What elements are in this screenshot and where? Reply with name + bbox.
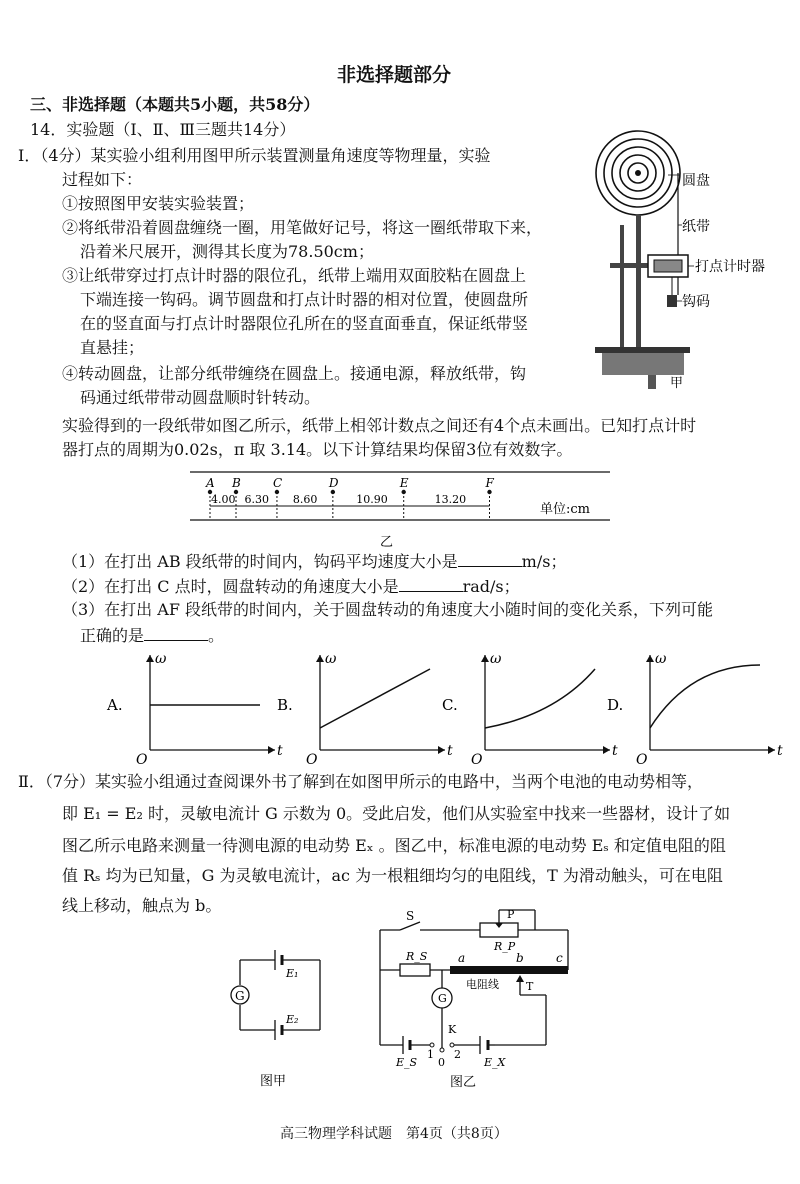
axis-origin: O: [471, 752, 483, 765]
subq-3b-text: 正确的是: [80, 626, 145, 645]
subq-1-unit: m/s；: [521, 552, 567, 571]
circuit-b-b: b: [516, 951, 524, 965]
label-timer: 打点计时器: [695, 259, 765, 275]
subq-2: [62, 575, 520, 597]
subq-1-text: （1）在打出 AB 段纸带的时间内，钩码平均速度大小是: [62, 552, 458, 571]
circuit-b-c: c: [556, 951, 563, 965]
graph-option-label: C.: [442, 696, 458, 714]
circuit-b-n2: 2: [454, 1048, 461, 1061]
part1-intro-line1: Ⅰ．（4分）某实验小组利用图甲所示装置测量角速度等物理量，实验: [18, 146, 491, 165]
circuit-b: [370, 900, 590, 1095]
axis-label-t: t: [277, 743, 283, 759]
circuit-b-n0: 0: [438, 1056, 445, 1069]
step-3d: 直悬挂；: [80, 338, 145, 357]
circuit-b-n1: 1: [427, 1048, 434, 1061]
step-4a: ④转动圆盘，让部分纸带缠绕在圆盘上。接通电源，释放纸带，钩: [62, 364, 527, 383]
part2-line2: 即 E₁ = E₂ 时，灵敏电流计 G 示数为 0。受此启发，他们从实验室中找来一些器材，设计了如: [62, 804, 731, 823]
result-line1: 实验得到的一段纸带如图乙所示，纸带上相邻计数点之间还有4个点未画出。已知打点计时: [62, 416, 697, 435]
axis-label-t: t: [447, 743, 453, 759]
answer-blank-2[interactable]: [399, 575, 463, 592]
tape-figure: [180, 470, 620, 550]
axis-label-omega: ω: [155, 651, 167, 667]
tape-label-F: F: [485, 476, 494, 490]
circuit-b-wire: 电阻线: [466, 978, 499, 991]
graph-option-a: [105, 640, 290, 765]
label-disk: 圆盘: [682, 173, 710, 189]
axis-origin: O: [306, 752, 318, 765]
page-footer: 高三物理学科试题 第4页（共8页）: [280, 1126, 508, 1142]
axis-label-omega: ω: [655, 651, 667, 667]
graph-curve: [485, 669, 595, 728]
y-arrow: [481, 655, 489, 662]
step-2b: 沿着米尺展开，测得其长度为78.50cm；: [80, 242, 374, 261]
part2-line1: Ⅱ．（7分）某实验小组通过查阅课外书了解到在如图甲所示的电路中，当两个电池的电动势相等，: [18, 772, 704, 791]
subq-2-text: （2）在打出 C 点时，圆盘转动的角速度大小是: [62, 577, 399, 596]
part2-line4: 值 Rₛ 均为已知量，G 为灵敏电流计，ac 为一根粗细均匀的电阻线，T 为滑动触头，可在电阻: [62, 866, 723, 885]
x-arrow: [268, 746, 275, 754]
apparatus-figure: [590, 125, 790, 400]
axis-label-t: t: [612, 743, 618, 759]
subq-3a: （3）在打出 AF 段纸带的时间内，关于圆盘转动的角速度大小随时间的变化关系，下列可能: [62, 600, 714, 619]
circuit-b-caption: 图乙: [450, 1075, 477, 1090]
circuit-b-a: a: [458, 951, 466, 965]
axis-label-t: t: [777, 743, 783, 759]
label-weight: 钩码: [682, 294, 710, 310]
label-jia: 甲: [670, 376, 684, 391]
graph-curve: [650, 665, 760, 728]
circuit-b-g: G: [438, 992, 447, 1005]
step-2a: ②将纸带沿着圆盘缠绕一圈，用笔做好记号，将这一圈纸带取下来，: [62, 218, 543, 237]
circuit-b-ex: E_X: [484, 1056, 506, 1069]
question-14-heading: 14．实验题（Ⅰ、Ⅱ、Ⅲ三题共14分）: [30, 120, 296, 139]
circuit-b-k: K: [448, 1023, 457, 1036]
circuit-b-rp: R_P: [494, 940, 516, 953]
tape-label-D: D: [328, 476, 339, 490]
graph-curve: [320, 669, 430, 728]
subq-1: [62, 550, 566, 572]
part-heading: 三、非选择题（本题共5小题，共58分）: [30, 95, 320, 114]
graph-option-d: [605, 640, 790, 765]
axis-label-omega: ω: [325, 651, 337, 667]
circuit-b-t: T: [526, 980, 534, 993]
step-3b: 下端连接一钩码。调节圆盘和打点计时器的相对位置，使圆盘所: [80, 290, 529, 309]
result-line2: 器打点的周期为0.02s，π 取 3.14。以下计算结果均保留3位有效数字。: [62, 440, 573, 459]
tape-label-E: E: [399, 476, 409, 490]
tape-unit: 单位:cm: [540, 502, 590, 517]
answer-blank-3[interactable]: [144, 624, 208, 641]
answer-blank-1[interactable]: [458, 550, 522, 567]
circuit-a-caption: 图甲: [260, 1074, 287, 1089]
part2-line3: 图乙所示电路来测量一待测电源的电动势 Eₓ 。图乙中，标准电源的电动势 Eₛ 和定值电阻的阻: [62, 836, 726, 855]
circuit-b-s: S: [406, 909, 415, 923]
tape-distance: 8.60: [292, 493, 318, 506]
tape-caption: 乙: [380, 535, 394, 550]
circuit-b-p: P: [507, 908, 515, 921]
tape-distance: 10.90: [356, 493, 388, 506]
step-3a: ③让纸带穿过打点计时器的限位孔，纸带上端用双面胶粘在圆盘上: [62, 266, 527, 285]
part1-intro-line2: 过程如下：: [62, 170, 143, 189]
step-3c: 在的竖直面与打点计时器限位孔所在的竖直面垂直，保证纸带竖: [80, 314, 529, 333]
tape-distance: 6.30: [244, 493, 269, 506]
section-title: 非选择题部分: [337, 64, 452, 86]
axis-label-omega: ω: [490, 651, 502, 667]
axis-origin: O: [636, 752, 648, 765]
graph-option-label: D.: [607, 696, 624, 714]
x-arrow: [768, 746, 775, 754]
subq-3b-end: 。: [208, 626, 225, 645]
y-arrow: [316, 655, 324, 662]
circuit-a: [220, 945, 330, 1090]
circuit-b-rs: R_S: [406, 950, 428, 963]
tape-label-C: C: [272, 476, 283, 490]
circuit-a-e1: E₁: [286, 967, 299, 980]
circuit-a-g: G: [235, 989, 245, 1003]
y-arrow: [646, 655, 654, 662]
y-arrow: [146, 655, 154, 662]
step-4b: 码通过纸带带动圆盘顺时针转动。: [80, 388, 321, 407]
axis-origin: O: [136, 752, 148, 765]
tape-distance: 13.20: [434, 493, 467, 506]
graph-option-b: [275, 640, 460, 765]
graph-options: [0, 640, 800, 765]
label-tape: 纸带: [682, 219, 710, 235]
circuit-a-e2: E₂: [286, 1013, 299, 1026]
circuit-b-es: E_S: [396, 1056, 418, 1069]
tape-distance: 4.00: [211, 493, 236, 506]
tape-label-B: B: [232, 476, 241, 490]
graph-option-label: A.: [107, 696, 123, 714]
step-1: ①按照图甲安装实验装置；: [62, 194, 255, 213]
graph-option-label: B.: [277, 696, 293, 714]
graph-option-c: [440, 640, 625, 765]
tape-label-A: A: [206, 476, 215, 490]
subq-2-unit: rad/s；: [462, 577, 520, 596]
part2-line5: 线上移动，触点为 b。: [62, 896, 222, 915]
